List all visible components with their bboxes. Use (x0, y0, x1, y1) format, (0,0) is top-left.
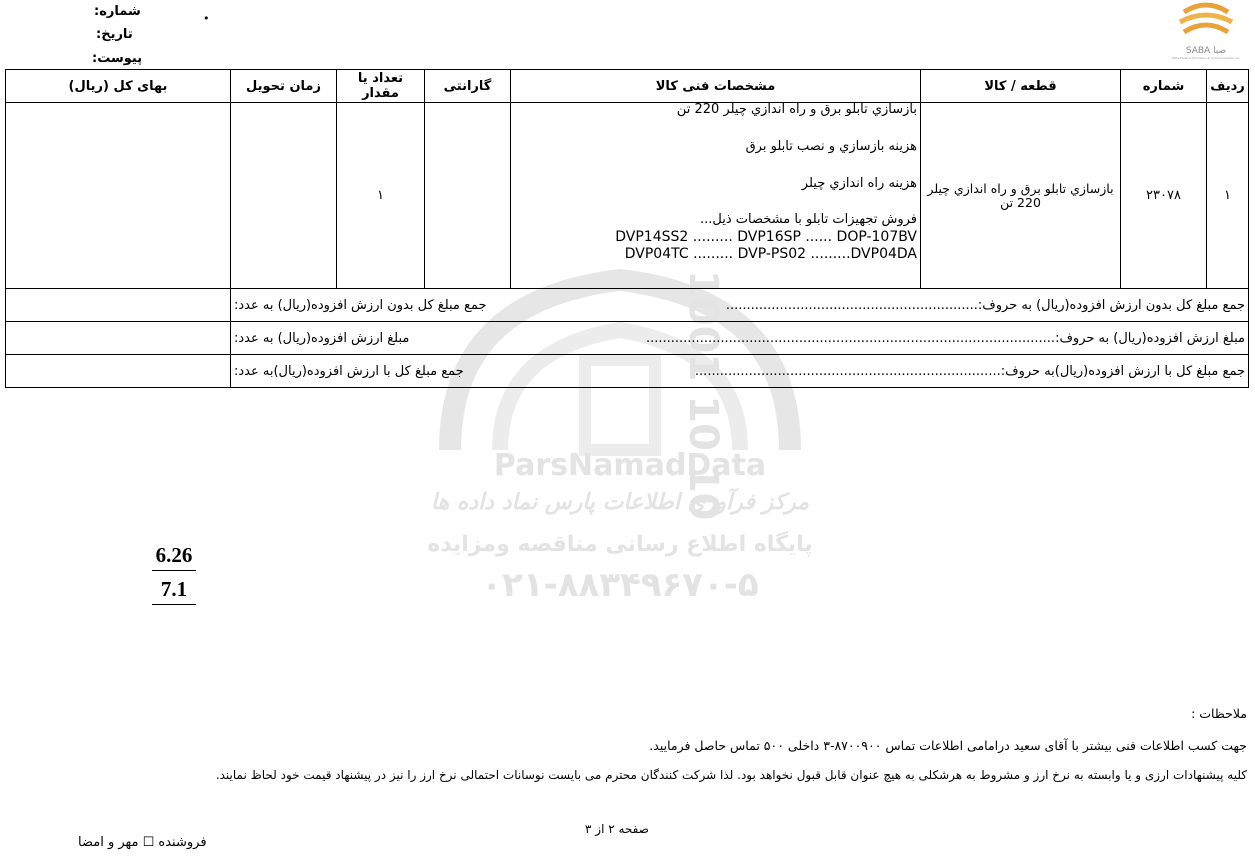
logo-text: SABA صبا (1185, 46, 1227, 56)
summary-words-label: جمع مبلغ کل بدون ارزش افزوده(ریال) به حروف:............................................................. (725, 297, 1245, 313)
table-row (6, 103, 1249, 289)
spec-line (514, 118, 917, 140)
watermark-digits: 1001 10 10 (680, 270, 726, 521)
checkbox-icon[interactable]: ☐ (142, 835, 155, 850)
row-item: بازسازي تابلو برق و راه اندازي چيلر 220 تن (921, 103, 1121, 289)
summary-value (6, 355, 231, 388)
summary-words (231, 289, 1249, 322)
table-header-row (6, 70, 1249, 103)
summary-digits-label: جمع مبلغ کل بدون ارزش افزوده(ریال) به عدد: (234, 297, 487, 313)
notes-line1: جهت کسب اطلاعات فنی بیشتر با آقای سعید درامامی اطلاعات تماس ۸۷۰۰۹۰۰-۳ داخلی ۵۰۰ تماس حاصل فرمایید. (649, 738, 1247, 753)
spec-line: هزينه راه اندازي چيلر (801, 176, 917, 191)
seller-label: فروشنده (158, 835, 207, 850)
watermark-line1: مرکز فرآوری اطلاعات پارس نماد داده ها (430, 490, 810, 515)
summary-words (231, 322, 1249, 355)
notes-line2: کلیه پیشنهادات ارزی و یا وابسته به نرخ ارز و مشروط به هرشکلی به هیچ عنوان قابل قبول نخواهد بود. لذا شرکت کنندگان محترم می بایست نوسانات احتمالی نرخ ارز را نیز در پیشنهاد قیمت خود لحاظ نمایند. (215, 768, 1247, 782)
summary-value (6, 289, 231, 322)
row-warranty (425, 103, 511, 289)
row-index: ۱ (1207, 103, 1249, 289)
spec-line: DVP04TC ......... DVP-PS02 .........DVP04DA (624, 246, 917, 262)
fraction (152, 543, 196, 605)
fraction-numerator: 6.26 (152, 543, 196, 571)
saba-logo-icon (1170, 0, 1242, 42)
signature-area (78, 835, 207, 850)
summary-words-label: مبلغ ارزش افزوده(ریال) به حروف:................................................................................................... (645, 330, 1245, 346)
signature-label: مهر و امضا (78, 835, 139, 850)
watermark-phone: ۰۲۱-۸۸۳۴۹۶۷۰-۵ (481, 565, 759, 605)
summary-row (6, 355, 1249, 388)
fraction-denominator: 7.1 (152, 571, 196, 605)
header-dot: • (203, 12, 210, 25)
watermark-line2: پایگاه اطلاع رسانی مناقصه ومزایده (427, 532, 813, 557)
row-delivery (231, 103, 337, 289)
summary-row (6, 289, 1249, 322)
col-header-spec: مشخصات فنی کالا (511, 70, 921, 103)
summary-value (6, 322, 231, 355)
spec-line (514, 192, 917, 213)
col-header-total: بهای کل (ریال) (6, 70, 231, 103)
watermark-brand: ParsNamadData (493, 448, 767, 483)
number-label: شماره: (94, 4, 141, 19)
items-table (5, 69, 1249, 388)
summary-words (231, 355, 1249, 388)
date-label: تاریخ: (96, 27, 133, 42)
summary-digits-label: جمع مبلغ کل با ارزش افزوده(ریال)به عدد: (234, 363, 464, 379)
spec-line (514, 155, 917, 177)
summary-words-label: جمع مبلغ کل با ارزش افزوده(ریال)به حروف:.......................................................................... (694, 363, 1245, 379)
col-header-item: قطعه / کالا (921, 70, 1121, 103)
col-header-row: ردیف (1207, 70, 1249, 103)
spec-line: بازسازي تابلو برق و راه اندازي چيلر 220 تن (676, 102, 917, 117)
spec-line: فروش تجهيزات تابلو با مشخصات ذيل... (699, 212, 917, 227)
company-logo (1170, 0, 1242, 66)
col-header-warranty: گارانتی (425, 70, 511, 103)
row-number: ۲۳۰۷۸ (1121, 103, 1207, 289)
logo-tagline: Saba Fresh Information & Communication Co. (1171, 56, 1241, 60)
row-spec (511, 103, 921, 289)
summary-row (6, 322, 1249, 355)
col-header-number: شماره (1121, 70, 1207, 103)
row-quantity: ۱ (337, 103, 425, 289)
spec-line: DVP14SS2 ......... DVP16SP ...... DOP-107BV (615, 229, 917, 245)
col-header-delivery: زمان تحویل (231, 70, 337, 103)
spec-line: هزينه بازسازي و نصب تابلو برق (745, 139, 917, 154)
row-total (6, 103, 231, 289)
page-number: صفحه ۲ از ۳ (585, 822, 649, 836)
notes-title: ملاحظات : (1191, 706, 1247, 721)
col-header-quantity: تعداد یا مقدار (337, 70, 425, 103)
summary-digits-label: مبلغ ارزش افزوده(ریال) به عدد: (234, 330, 410, 346)
attachment-label: پیوست: (92, 51, 143, 66)
